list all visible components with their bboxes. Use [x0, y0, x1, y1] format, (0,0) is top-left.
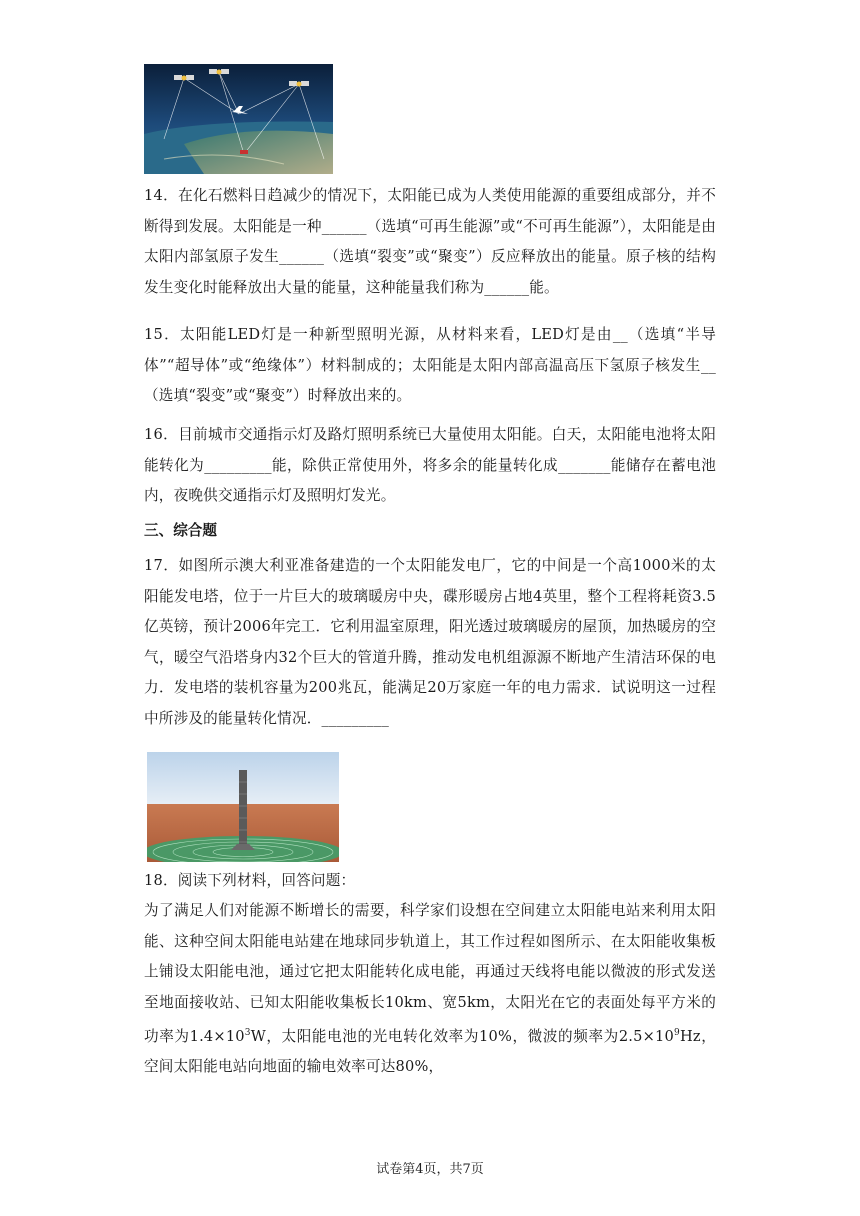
q18-sup-1: 3 [244, 1028, 251, 1038]
q18-text-a: 为了满足人们对能源不断增长的需要，科学家们设想在空间建立太阳能电站来利用太阳能、这种空间太阳能电站建在地球同步轨道上，其工作过程如图所示、在太阳能收集板上铺设太阳能电池，通过它把太阳能转化成电能，再通过天线将电能以微波的形式发送至地面接收站、已知太阳能收集板长10km、宽5km，太阳光在它的表面处每平方米的功率为1.4×10 [144, 902, 716, 1045]
question-16-text: 16．目前城市交通指示灯及路灯照明系统已大量使用太阳能。白天，太阳能电池将太阳能转化为_________能，除供正常使用外，将多余的能量转化成_______能储存在蓄电池内，夜晚供交通指示灯及照明灯发光。 [144, 426, 716, 504]
question-15-text: 15．太阳能LED灯是一种新型照明光源，从材料来看，LED灯是由__（选填“半导体”“超导体”或“绝缘体”）材料制成的；太阳能是太阳内部高温高压下氢原子核发生__（选填“裂变”或“聚变”）时释放出来的。 [144, 326, 716, 404]
question-18 [144, 866, 716, 897]
question-18-material [144, 896, 716, 1083]
question-14 [144, 181, 716, 303]
question-14-text: 14．在化石燃料日趋减少的情况下，太阳能已成为人类使用能源的重要组成部分，并不断得到发展。太阳能是一种______（选填“可再生能源”或“不可再生能源”），太阳能是由太阳内部氢原子发生______（选填“裂变”或“聚变”）反应释放出的能量。原子核的结构发生变化时能释放出大量的能量，这种能量我们称为______能。 [144, 187, 716, 296]
q18-sup-2: 9 [674, 1028, 680, 1038]
q18-text-b: W，太阳能电池的光电转化效率为10%，微波的频率为2.5×10 [250, 1027, 675, 1045]
solar-tower-image [147, 752, 339, 862]
section-heading: 三、综合题 [144, 522, 217, 539]
page-footer: 试卷第4页，共7页 [376, 1162, 484, 1177]
question-16 [144, 420, 716, 512]
question-15 [144, 320, 716, 412]
question-17-text: 17．如图所示澳大利亚准备建造的一个太阳能发电厂，它的中间是一个高1000米的太阳能发电塔，位于一片巨大的玻璃暖房中央，碟形暖房占地4英里，整个工程将耗资3.5亿英镑，预计2006年完工．它利用温室原理，阳光透过玻璃暖房的屋顶，加热暖房的空气，暖空气沿塔身内32个巨大的管道升腾，推动发电机组源源不断地产生清洁环保的电力．发电塔的装机容量为200兆瓦，能满足20万家庭一年的电力需求．试说明这一过程中所涉及的能量转化情况．_________ [144, 557, 716, 727]
satellite-network-image [144, 64, 333, 174]
question-17 [144, 551, 716, 734]
q18-text-c: Hz，空间太阳能电站向地面的输电效率可达80%， [144, 1027, 716, 1076]
question-18-title: 18．阅读下列材料，回答问题： [144, 872, 356, 889]
question-18-material-text [144, 896, 716, 1083]
